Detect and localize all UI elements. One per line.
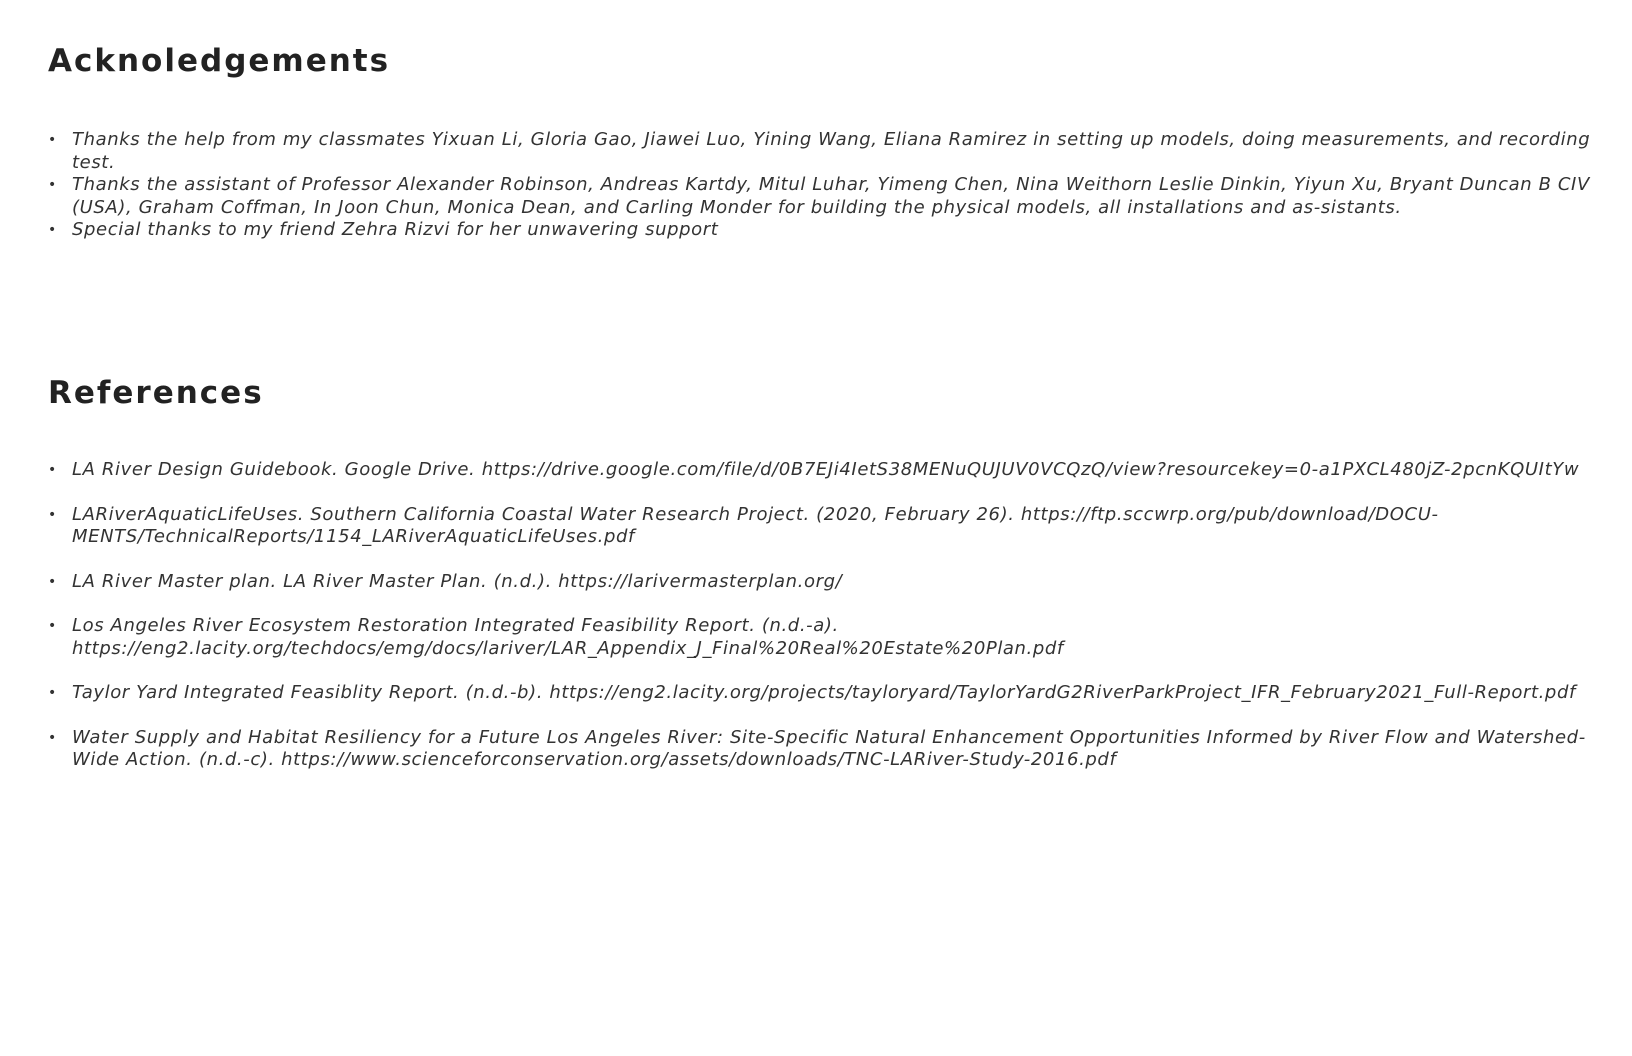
- bullet-icon: •: [48, 177, 57, 194]
- reference-text: Taylor Yard Integrated Feasiblity Report. (n.d.-b). https://eng2.lacity.org/projects/tayloryard/TaylorYardG2RiverParkProject_IFR_February2021_Full-Report.pdf: [72, 682, 1576, 704]
- bullet-icon: •: [48, 685, 57, 702]
- bullet-icon: •: [48, 618, 57, 635]
- bullet-icon: •: [48, 462, 57, 479]
- reference-text: Water Supply and Habitat Resiliency for a Future Los Angeles River: Site-Specific Natural Enhancement Opportunities Informed by River Flow and Watershed-Wide Action. (n.d.-c). https://www.scienceforconservation.org/assets/downloads/TNC-LARiver-Study-2016.pdf: [72, 726, 1586, 771]
- reference-item: [48, 459, 1596, 482]
- reference-item: [48, 504, 1596, 549]
- bullet-icon: •: [48, 222, 57, 239]
- acknowledgements-heading: Acknoledgements: [48, 43, 391, 79]
- references-heading: References: [48, 375, 264, 411]
- acknowledgement-item: [48, 219, 1596, 242]
- acknowledgement-item: [48, 129, 1596, 174]
- bullet-icon: •: [48, 132, 57, 149]
- acknowledgement-text: Thanks the assistant of Professor Alexander Robinson, Andreas Kartdy, Mitul Luhar, Yimeng Chen, Nina Weithorn Leslie Dinkin, Yiyun Xu, Bryant Duncan B CIV (USA), Graham Coffman, In Joon Chun, Monica Dean, and Carling Monder for building the physical models, all installations and as-sistants.: [72, 174, 1590, 218]
- bullet-icon: •: [48, 506, 57, 523]
- acknowledgement-text: Thanks the help from my classmates Yixuan Li, Gloria Gao, Jiawei Luo, Yining Wang, Eliana Ramirez in setting up models, doing measurements, and recording test.: [72, 129, 1591, 173]
- acknowledgement-item: [48, 174, 1596, 219]
- references-list: [48, 459, 1596, 772]
- reference-text: LARiverAquaticLifeUses. Southern California Coastal Water Research Project. (2020, February 26). https://ftp.sccwrp.org/pub/download/DOCU-MENTS/TechnicalReports/1154_LARiverAquaticLifeUses.pdf: [72, 503, 1439, 548]
- reference-text: LA River Master plan. LA River Master Plan. (n.d.). https://larivermasterplan.org/: [72, 570, 843, 592]
- acknowledgements-list: [48, 129, 1596, 242]
- reference-item: [48, 615, 1596, 660]
- bullet-icon: •: [48, 729, 57, 746]
- acknowledgement-text: Special thanks to my friend Zehra Rizvi for her unwavering support: [72, 219, 719, 241]
- reference-text: Los Angeles River Ecosystem Restoration Integrated Feasibility Report. (n.d.-a). https://eng2.lacity.org/techdocs/emg/docs/lariver/LAR_Appendix_J_Final%20Real%20Estate%20Plan.pdf: [72, 615, 1064, 659]
- reference-item: [48, 727, 1596, 772]
- reference-text: LA River Design Guidebook. Google Drive. https://drive.google.com/file/d/0B7EJi4IetS38MENuQUJUV0VCQzQ/view?resourcekey=0-a1PXCL480jZ-2pcnKQUItYw: [72, 459, 1580, 481]
- reference-item: [48, 682, 1596, 705]
- references-section: [48, 376, 1596, 794]
- bullet-icon: •: [48, 573, 57, 590]
- acknowledgements-section: [48, 44, 1596, 242]
- reference-item: [48, 571, 1596, 594]
